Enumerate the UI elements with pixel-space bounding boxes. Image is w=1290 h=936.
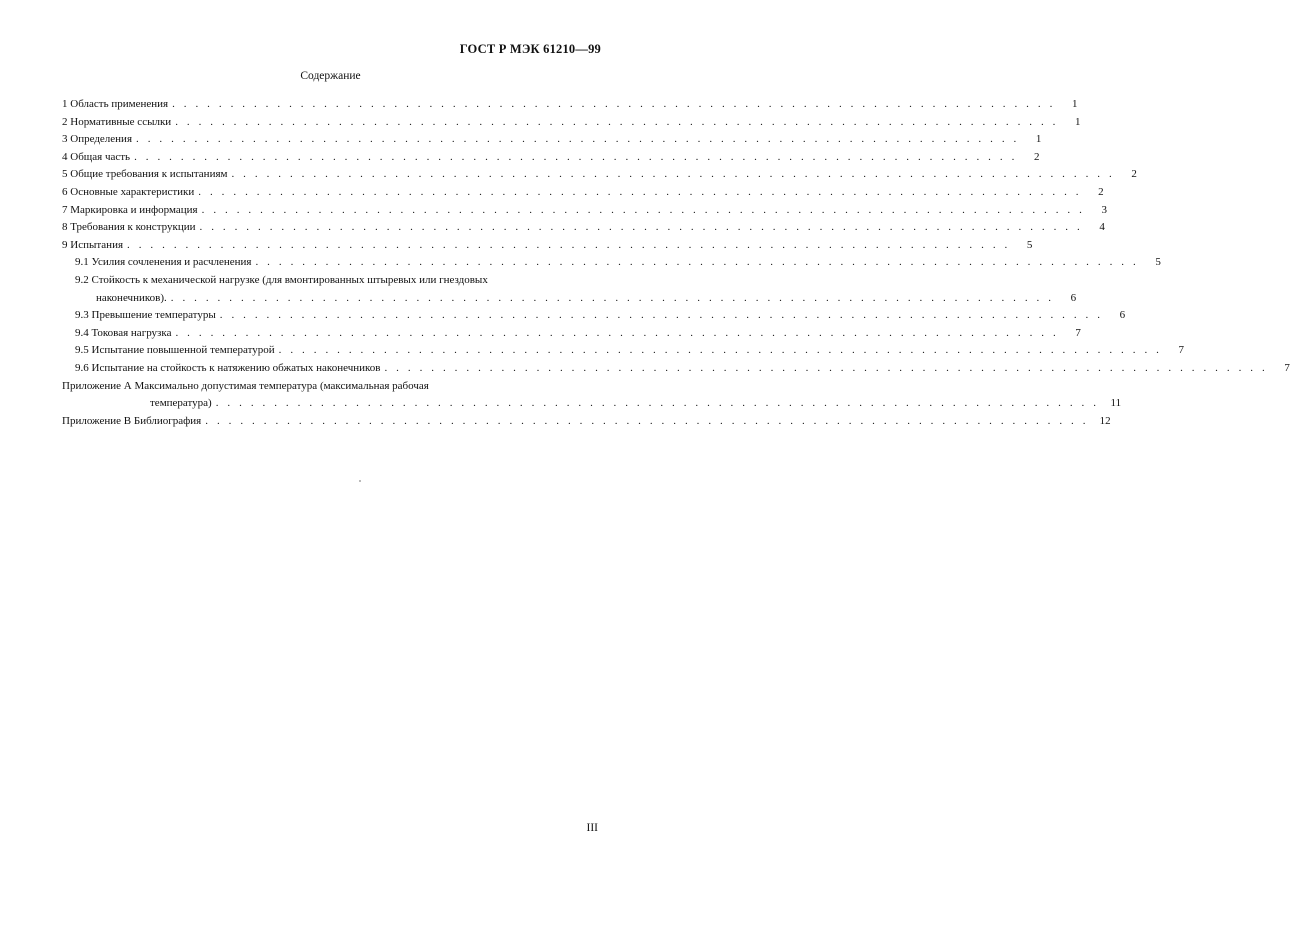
toc-leader-dots: . . . . . . . . . . . . . . . . . . . . . . . . . . . . . . . . . . . . . . . . . . . . . . . . . . . . . . . . . . . . . . . . . . . . . . . . . . . . (201, 203, 1085, 216)
toc-entry-text: 8 Требования к конструкции (62, 221, 196, 234)
toc-appendix-continuation[interactable] (62, 395, 1122, 413)
toc-leader-dots: . . . . . . . . . . . . . . . . . . . . . . . . . . . . . . . . . . . . . . . . . . . . . . . . . . . . . . . . . . . . . . . . . . . . . . . . . . . . (215, 397, 1100, 410)
document-code-header: ГОСТ Р МЭК 61210—99 (459, 42, 601, 56)
toc-entry-text: 7 Маркировка и информация (62, 203, 198, 216)
toc-leader-dots: . . . . . . . . . . . . . . . . . . . . . . . . . . . . . . . . . . . . . . . . . . . . . . . . . . . . . . . . . . . . . . . . . . . . . . . . . . . . (278, 344, 1162, 357)
toc-entry-text: 9.5 Испытание повышенной температурой (75, 344, 275, 357)
toc-leader-dots: . . . . . . . . . . . . . . . . . . . . . . . . . . . . . . . . . . . . . . . . . . . . . . . . . . . . . . . . . . . . . . . . . . . . . . . . . . . . (170, 291, 1055, 304)
toc-entry-text: 1 Область применения (62, 98, 169, 110)
toc-page-number: 6 (1070, 291, 1077, 304)
toc-entry-text: Приложение А Максимально допустимая температура (максимальная рабочая (62, 379, 429, 392)
toc-subentry-continuation[interactable] (62, 290, 1077, 308)
toc-leader-dots: . . . . . . . . . . . . . . . . . . . . . . . . . . . . . . . . . . . . . . . . . . . . . . . . . . . . . . . . . . . . . . . . . . . . . . . . . . . . (134, 150, 1018, 163)
toc-subentry[interactable] (62, 325, 1081, 343)
toc-entry-text: температура) (150, 397, 212, 410)
toc-entry-text: 9.4 Токовая нагрузка (75, 326, 172, 339)
toc-page-number: 11 (1110, 397, 1122, 410)
toc-page-number: 6 (1119, 309, 1126, 322)
toc-page-number: 7 (1075, 326, 1081, 339)
toc-entry[interactable] (62, 114, 1081, 132)
toc-appendix-entry[interactable] (62, 413, 1111, 431)
toc-page-number: 2 (1033, 150, 1040, 163)
page-number: III (586, 822, 598, 834)
toc-entry-text: 9.1 Усилия сочленения и расчленения (75, 256, 252, 269)
toc-entry[interactable] (62, 149, 1040, 167)
toc-page-number: 2 (1131, 168, 1137, 181)
toc-leader-dots: . . . . . . . . . . . . . . . . . . . . . . . . . . . . . . . . . . . . . . . . . . . . . . . . . . . . . . . . . . . . . . . . . . . . . . . . . . . . (175, 115, 1059, 128)
scan-speck (359, 480, 361, 482)
toc-page-number: 3 (1101, 203, 1107, 216)
toc-entry-text: 2 Нормативные ссылки (62, 115, 172, 128)
toc-leader-dots: . . . . . . . . . . . . . . . . . . . . . . . . . . . . . . . . . . . . . . . . . . . . . . . . . . . . . . . . . . . . . . . . . . . . . . . . . . . . (205, 414, 1089, 427)
toc-leader-dots: . . . . . . . . . . . . . . . . . . . . . . . . . . . . . . . . . . . . . . . . . . . . . . . . . . . . . . . . . . . . . . . . . . . . . . . . . . . . (384, 361, 1268, 374)
toc-entry[interactable] (62, 131, 1042, 149)
toc-page-number: 7 (1284, 361, 1290, 374)
toc-page-number: 1 (1071, 98, 1078, 110)
toc-entry[interactable] (62, 184, 1104, 202)
toc-leader-dots: . . . . . . . . . . . . . . . . . . . . . . . . . . . . . . . . . . . . . . . . . . . . . . . . . . . . . . . . . . . . . . . . . . . . . . . . . . . . (255, 256, 1139, 269)
toc-subentry[interactable] (62, 342, 1184, 360)
toc-entry-text: 5 Общие требования к испытаниям (62, 168, 228, 181)
toc-entry[interactable] (62, 219, 1105, 237)
toc-leader-dots: . . . . . . . . . . . . . . . . . . . . . . . . . . . . . . . . . . . . . . . . . . . . . . . . . . . . . . . . . . . . . . . . . . . . . . . . . . . . (231, 168, 1115, 181)
toc-entry-text: 6 Основные характеристики (62, 185, 195, 198)
toc-entry-text: 4 Общая часть (62, 150, 131, 163)
toc-page-number: 5 (1155, 256, 1161, 269)
toc-leader-dots: . . . . . . . . . . . . . . . . . . . . . . . . . . . . . . . . . . . . . . . . . . . . . . . . . . . . . . . . . . . . . . . . . . . . . . . . . . . . (172, 98, 1056, 110)
toc-subentry[interactable] (62, 360, 1290, 378)
toc-title: Содержание (300, 70, 361, 82)
toc-entry[interactable] (62, 202, 1107, 220)
table-of-contents (62, 96, 1290, 430)
toc-page-number: 1 (1035, 133, 1042, 146)
toc-entry-text: 9.3 Превышение температуры (75, 309, 216, 322)
toc-leader-dots: . . . . . . . . . . . . . . . . . . . . . . . . . . . . . . . . . . . . . . . . . . . . . . . . . . . . . . . . . . . . . . . . . . . . . . . . . . . . (199, 221, 1083, 234)
toc-entry[interactable] (62, 237, 1033, 255)
toc-subentry[interactable] (62, 272, 598, 290)
toc-entry-text: 9.6 Испытание на стойкость к натяжению обжатых наконечников (75, 361, 381, 374)
toc-page-number: 4 (1099, 221, 1105, 234)
toc-entry-text: 3 Определения (62, 133, 133, 146)
toc-subentry[interactable] (62, 307, 1126, 325)
toc-appendix-entry[interactable] (62, 378, 598, 396)
toc-page-number: 5 (1026, 238, 1033, 251)
toc-entry-text: наконечников). (96, 291, 167, 304)
toc-leader-dots: . . . . . . . . . . . . . . . . . . . . . . . . . . . . . . . . . . . . . . . . . . . . . . . . . . . . . . . . . . . . . . . . . . . . . . . . . . . . (136, 133, 1020, 146)
toc-page-number: 1 (1075, 115, 1081, 128)
toc-subentry[interactable] (62, 254, 1161, 272)
toc-page-number: 7 (1178, 344, 1184, 357)
toc-entry-text: 9.2 Стойкость к механической нагрузке (для вмонтированных штыревых или гнездовых (75, 273, 488, 286)
toc-leader-dots: . . . . . . . . . . . . . . . . . . . . . . . . . . . . . . . . . . . . . . . . . . . . . . . . . . . . . . . . . . . . . . . . . . . . . . . . . . . . (127, 238, 1011, 251)
toc-entry[interactable] (62, 96, 1078, 114)
toc-entry[interactable] (62, 166, 1137, 184)
toc-entry-text: Приложение В Библиография (62, 414, 202, 427)
toc-leader-dots: . . . . . . . . . . . . . . . . . . . . . . . . . . . . . . . . . . . . . . . . . . . . . . . . . . . . . . . . . . . . . . . . . . . . . . . . . . . . (219, 309, 1104, 322)
toc-page-number: 12 (1099, 414, 1111, 427)
toc-entry-text: 9 Испытания (62, 238, 124, 251)
toc-leader-dots: . . . . . . . . . . . . . . . . . . . . . . . . . . . . . . . . . . . . . . . . . . . . . . . . . . . . . . . . . . . . . . . . . . . . . . . . . . . . (175, 326, 1059, 339)
toc-page-number: 2 (1098, 185, 1104, 198)
toc-leader-dots: . . . . . . . . . . . . . . . . . . . . . . . . . . . . . . . . . . . . . . . . . . . . . . . . . . . . . . . . . . . . . . . . . . . . . . . . . . . . (198, 185, 1082, 198)
